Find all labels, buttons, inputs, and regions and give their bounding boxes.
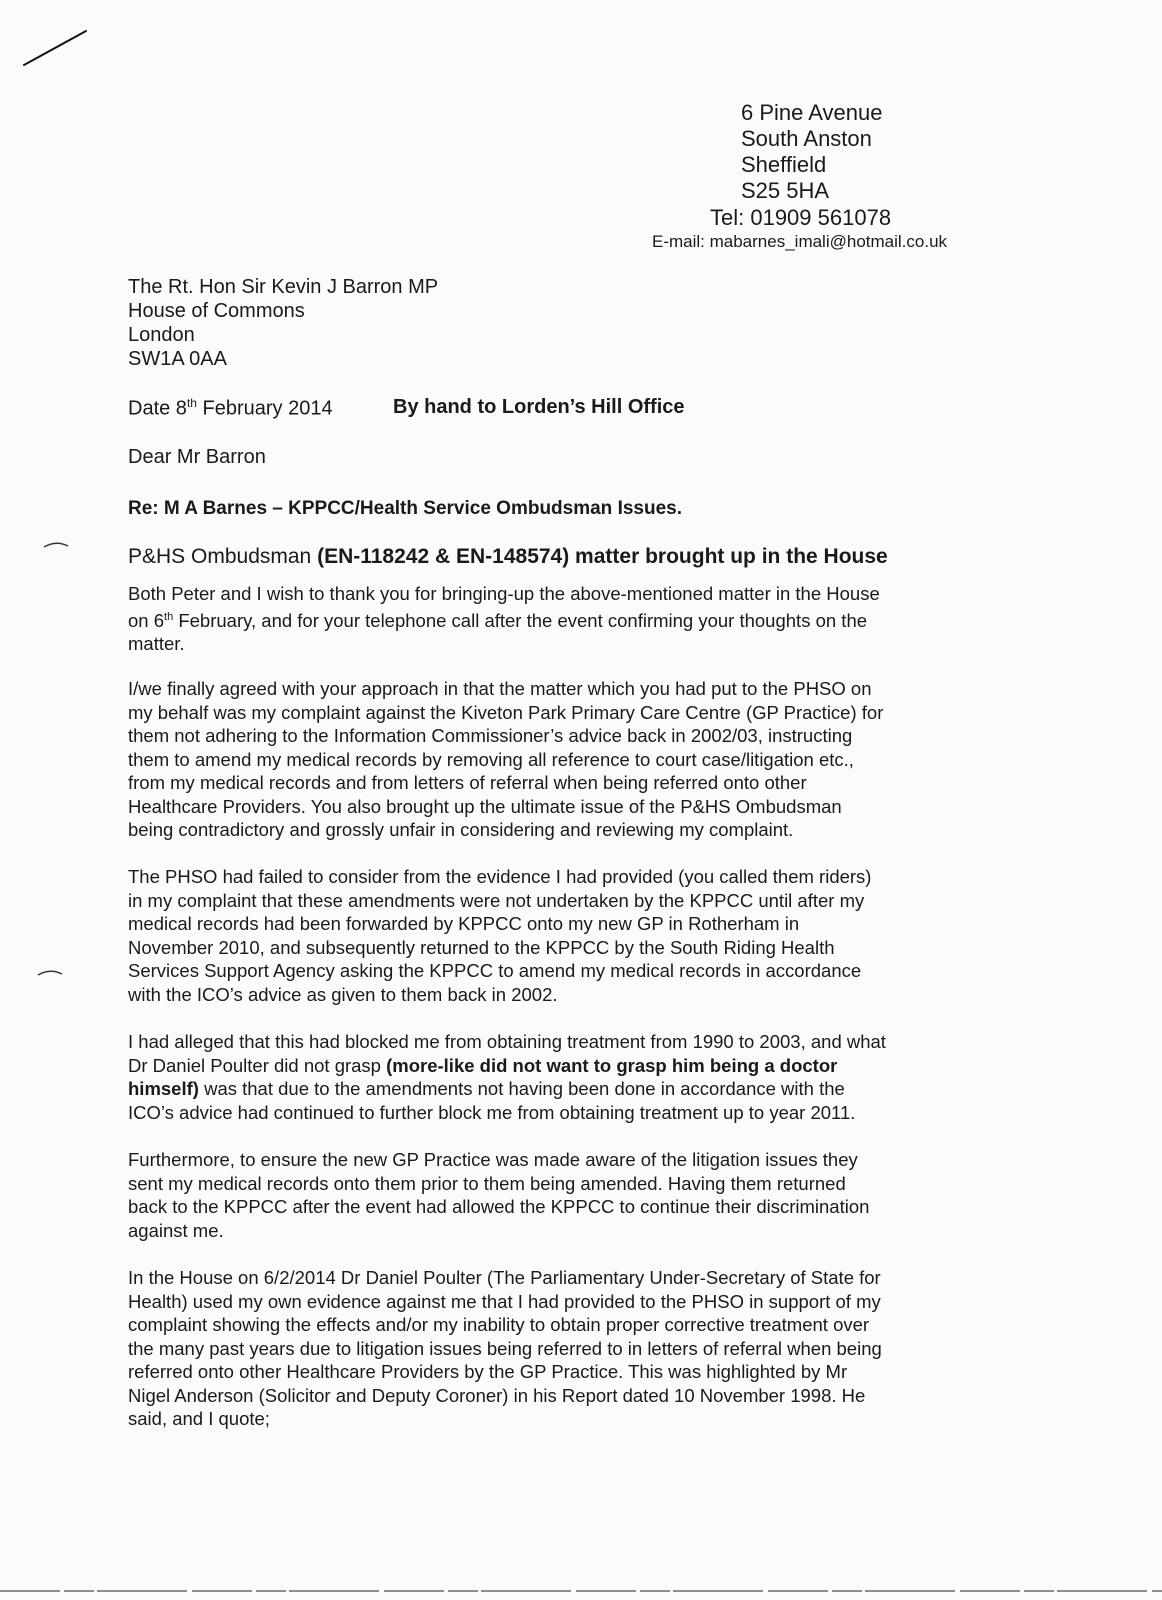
bottom-scan-line <box>0 1588 1162 1594</box>
sender-telephone: Tel: 01909 561078 <box>710 205 892 230</box>
sender-address <box>741 100 883 204</box>
letter-date: Date 8th February 2014 <box>128 396 333 420</box>
recipient-line: SW1A 0AA <box>128 348 227 370</box>
address-line: South Anston <box>741 126 872 151</box>
margin-dash-mark <box>36 968 66 978</box>
paragraph-house-debate: In the House on 6/2/2014 Dr Daniel Poulter (The Parliamentary Under-Secretary of State for Health) used my own evidence against me that I had provided to the PHSO in support of my complaint showing the effects and/or my inability to obtain proper corrective treatment over the many past years due to litigation issues being referred to in letters of referral when being referred onto other Healthcare Providers by the GP Practice. This was highlighted by Mr Nigel Anderson (Solicitor and Deputy Coroner) in his Report dated 10 November 1998. He said, and I quote; <box>128 1267 882 1429</box>
recipient-line: House of Commons <box>128 300 305 322</box>
paragraph-phso-failure: The PHSO had failed to consider from the evidence I had provided (you called them riders) in my complaint that these amendments were not undertaken by the KPPCC until after my medical records had been forwarded by KPPCC onto my new GP in Rotherham in November 2010, and subsequently returned to the KPPCC by the South Riding Health Services Support Agency asking the KPPCC to amend my medical records in accordance with the ICO’s advice as given to them back in 2002. <box>128 866 872 1005</box>
recipient-line: The Rt. Hon Sir Kevin J Barron MP <box>128 276 439 298</box>
re-line: Re: M A Barnes – KPPCC/Health Service Ombudsman Issues. <box>128 498 682 519</box>
margin-dash-mark <box>42 540 72 550</box>
pen-stroke-mark <box>20 25 90 70</box>
delivery-note: By hand to Lorden’s Hill Office <box>393 396 685 418</box>
paragraph-furthermore: Furthermore, to ensure the new GP Practice was made aware of the litigation issues they sent my medical records onto them prior to them being amended. Having them returned back to the KPPCC after the event had allowed the KPPCC to continue their discrimination against me. <box>128 1149 870 1241</box>
paragraph-thanks: Both Peter and I wish to thank you for bringing-up the above-mentioned matter in the House on 6th February, and for your telephone call after the event confirming your thoughts on the matter. <box>128 583 880 655</box>
recipient-line: London <box>128 324 195 346</box>
sender-email: E-mail: mabarnes_imali@hotmail.co.uk <box>652 232 948 251</box>
recipient-address <box>128 275 438 371</box>
paragraph-approach: I/we finally agreed with your approach in that the matter which you had put to the PHSO on my behalf was my complaint against the Kiveton Park Primary Care Centre (GP Practice) for them not adhering to the Information Commissioner’s advice back in 2002/03, instructing them to amend my medical records by removing all reference to court case/litigation etc., from my medical records and from letters of referral when being referred onto other Healthcare Providers. You also brought up the ultimate issue of the P&HS Ombudsman being contradictory and grossly unfair in considering and reviewing my complaint. <box>128 678 884 840</box>
address-line: S25 5HA <box>741 178 830 203</box>
address-line: Sheffield <box>741 152 827 177</box>
subject-heading: P&HS Ombudsman (EN-118242 & EN-148574) matter brought up in the House <box>128 545 888 568</box>
address-line: 6 Pine Avenue <box>741 100 883 125</box>
salutation: Dear Mr Barron <box>128 446 266 468</box>
paragraph-allegation: I had alleged that this had blocked me from obtaining treatment from 1990 to 2003, and what Dr Daniel Poulter did not grasp (more-like did not want to grasp him being a doctor himself) was that due to the amendments not having been done in accordance with the ICO’s advice had continued to further block me from obtaining treatment up to year 2011. <box>128 1031 886 1123</box>
